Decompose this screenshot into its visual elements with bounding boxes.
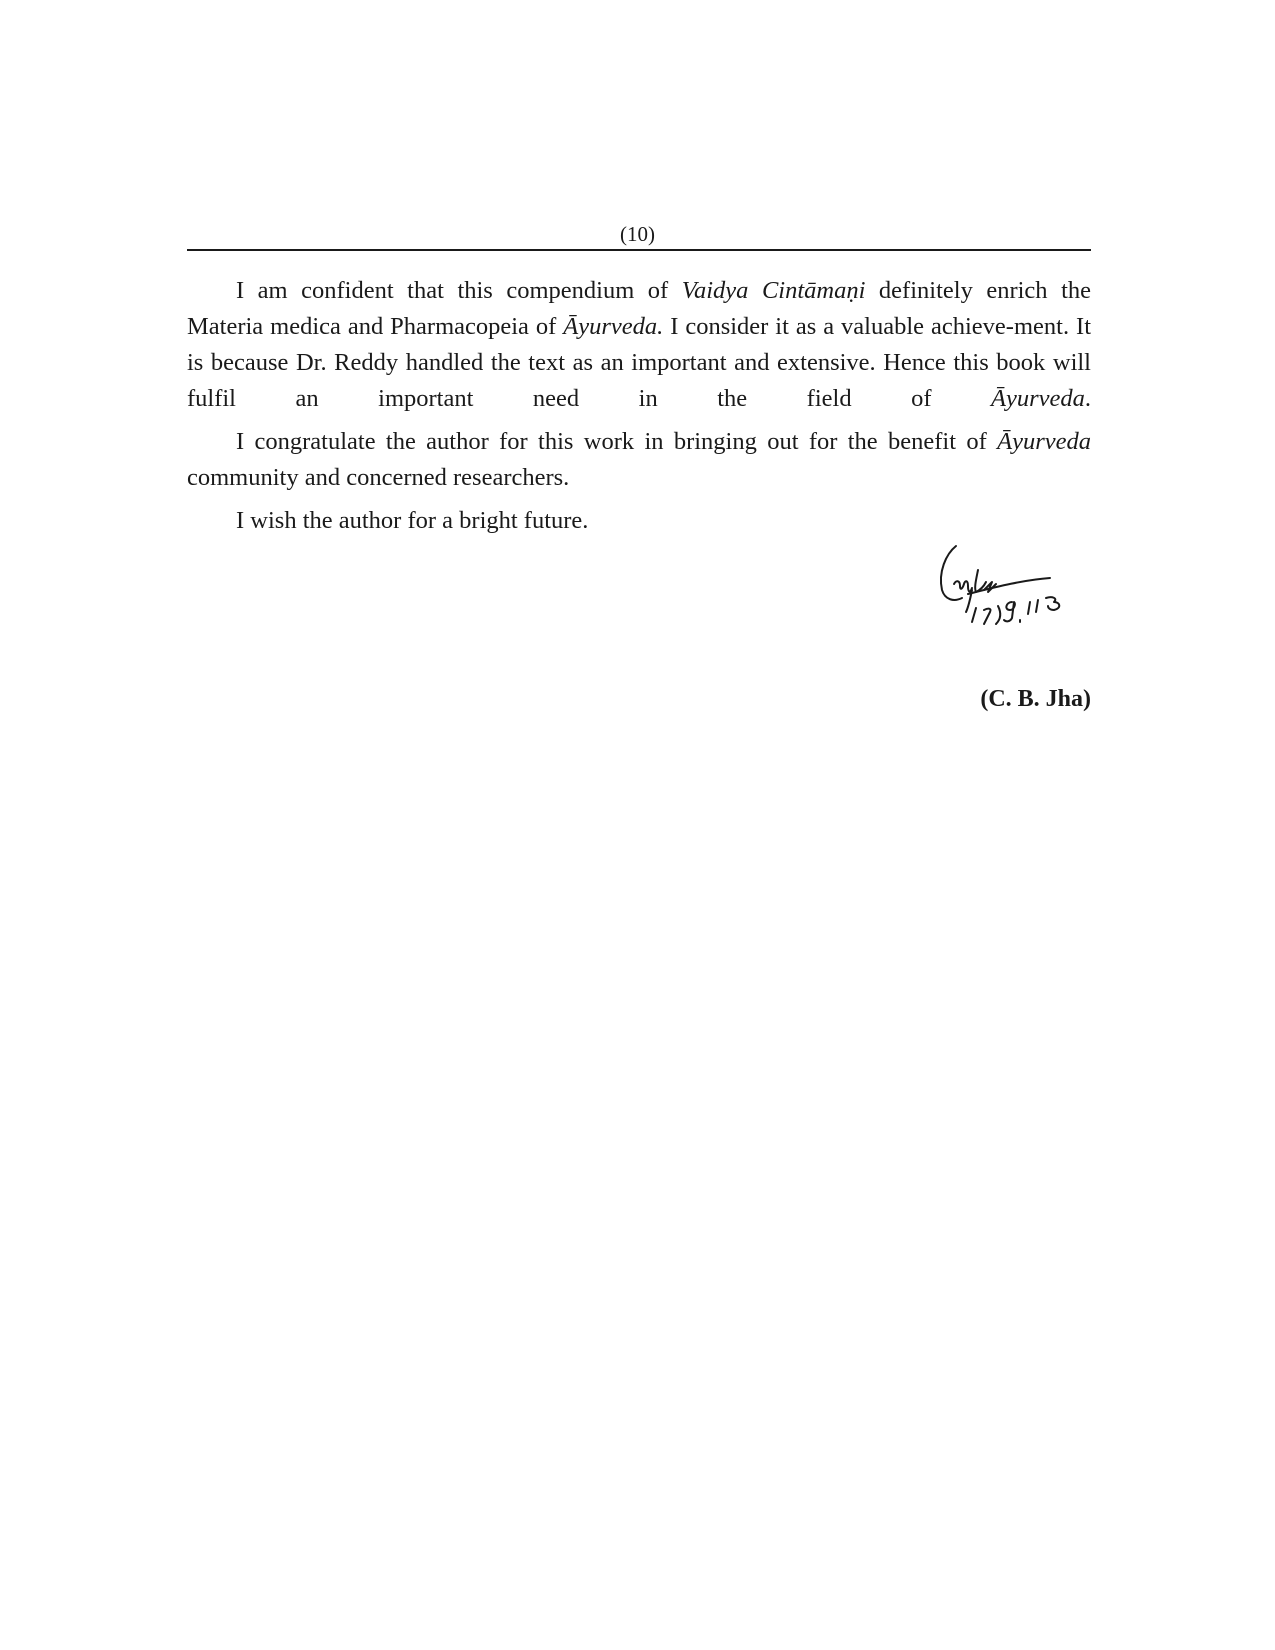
header-rule	[187, 249, 1091, 251]
book-title-vaidya-cintamani: Vaidya Cintāmaṇi	[681, 277, 866, 304]
text-run: .	[1084, 385, 1091, 412]
term-ayurveda: Āyurveda	[991, 385, 1085, 412]
body-text	[187, 273, 1091, 546]
paragraph-3	[187, 503, 1091, 539]
handwritten-signature	[932, 540, 1092, 660]
text-run: I consider it as a valuable achieve-ment. It is because Dr. Reddy handled the text as an important and extensive. Hence this book will fulfil an important need in the field of	[187, 313, 1092, 412]
page-number: (10)	[620, 222, 655, 246]
paragraph-1	[187, 273, 1091, 417]
paragraph-2	[187, 424, 1091, 496]
term-ayurveda: Āyurveda	[997, 428, 1091, 455]
text-run: I wish the author for a bright future.	[236, 507, 589, 534]
signatory-name: (C. B. Jha)	[980, 686, 1091, 712]
text-run: I am confident that this compendium of	[236, 277, 682, 304]
text-run: I congratulate the author for this work in bringing out for the benefit of	[236, 428, 998, 455]
text-run: community and concerned researchers.	[187, 464, 570, 491]
term-ayurveda: Āyurveda.	[563, 313, 664, 340]
text-run: definitely enrich the Materia medica and Pharmacopeia of	[187, 277, 1092, 340]
